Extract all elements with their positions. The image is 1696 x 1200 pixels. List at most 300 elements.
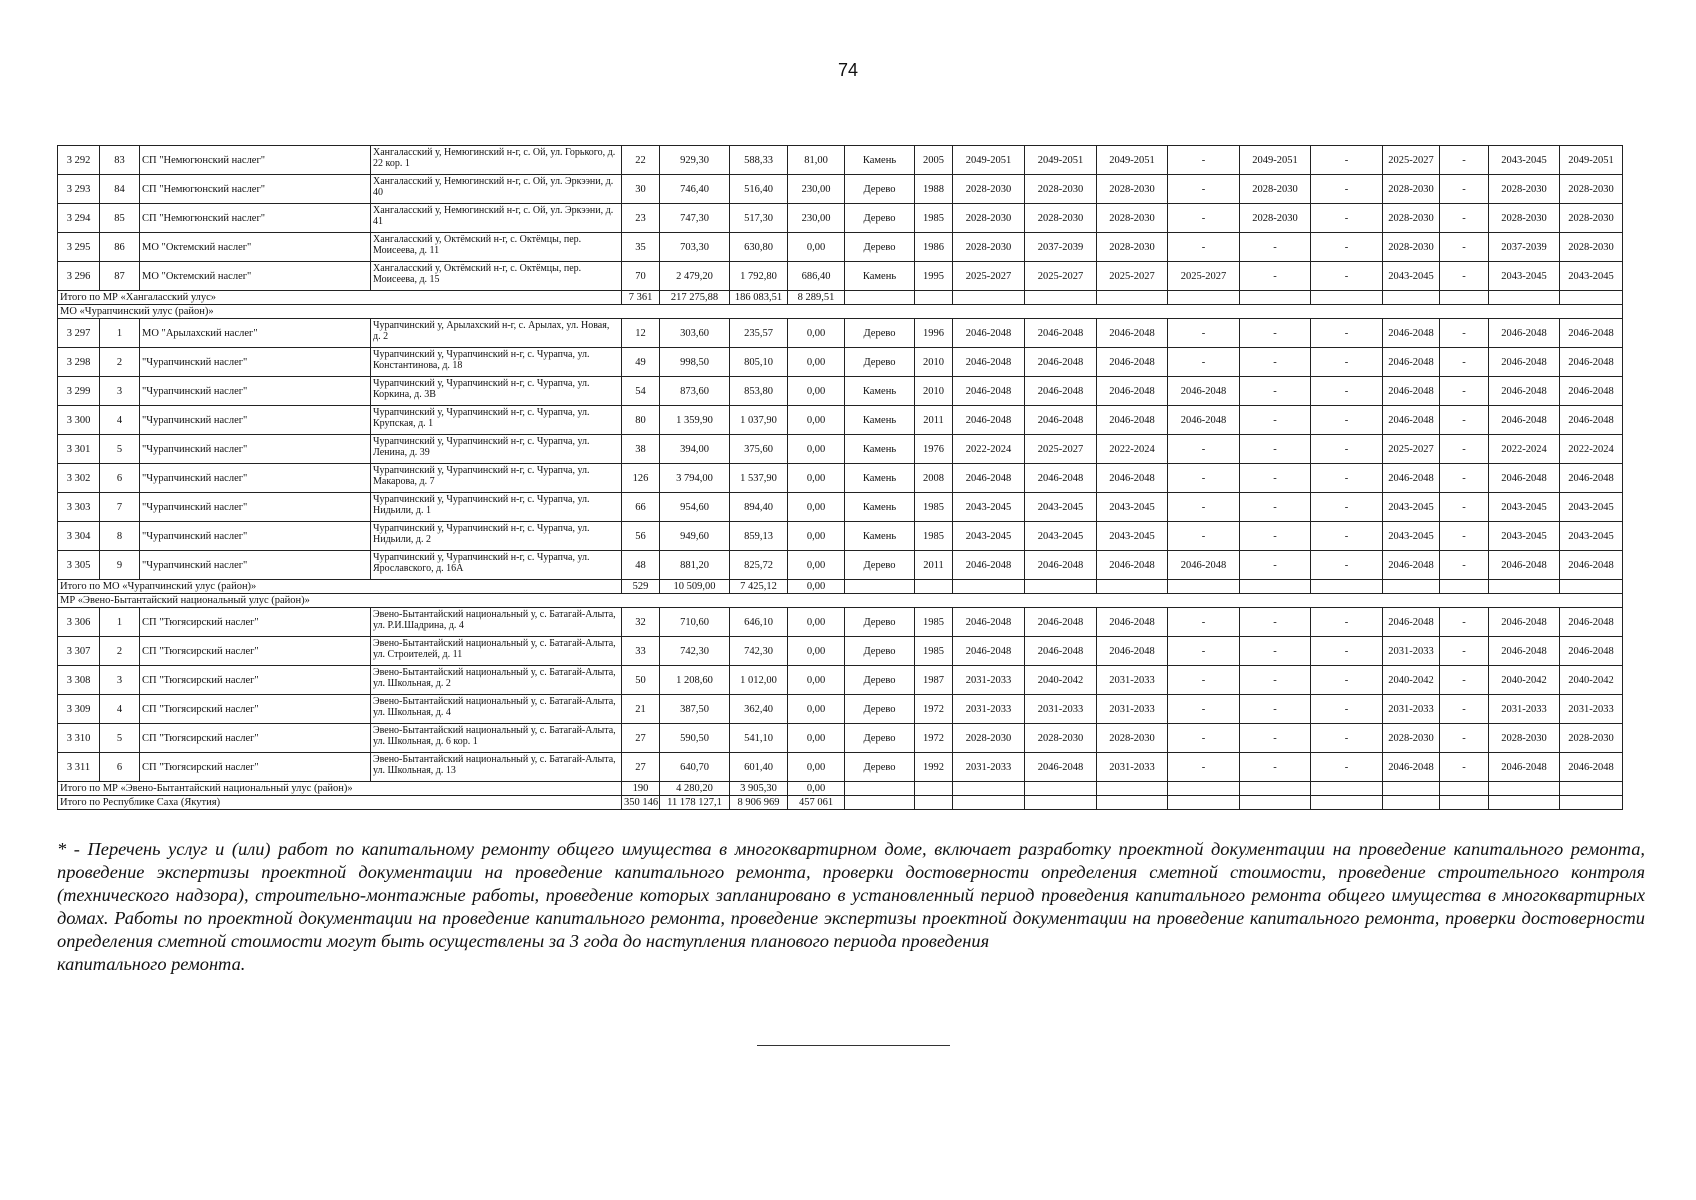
table-cell: 0,00 [788, 319, 845, 348]
table-cell: 2028-2030 [1383, 724, 1440, 753]
total-value: 7 425,12 [730, 580, 788, 594]
table-cell: - [1440, 233, 1489, 262]
page-number: 74 [837, 60, 859, 80]
table-cell: - [1240, 435, 1311, 464]
table-cell: 2046-2048 [1097, 608, 1168, 637]
table-cell: 27 [622, 724, 660, 753]
empty-cell [1440, 782, 1489, 796]
table-cell: 2010 [915, 348, 953, 377]
table-cell: 48 [622, 551, 660, 580]
empty-cell [845, 782, 915, 796]
empty-cell [1440, 796, 1489, 810]
table-cell: - [1311, 753, 1383, 782]
table-cell: Дерево [845, 608, 915, 637]
table-cell: 894,40 [730, 493, 788, 522]
table-cell: 601,40 [730, 753, 788, 782]
table-row [58, 406, 1623, 435]
table-cell: 3 305 [58, 551, 100, 580]
table-cell: 2011 [915, 551, 953, 580]
table-cell: - [1440, 348, 1489, 377]
table-cell: Дерево [845, 753, 915, 782]
table-cell: 2046-2048 [1383, 406, 1440, 435]
total-row [58, 796, 1623, 810]
table-cell: - [1168, 204, 1240, 233]
table-cell: - [1240, 262, 1311, 291]
empty-cell [1383, 782, 1440, 796]
table-cell: 703,30 [660, 233, 730, 262]
table-cell: 2046-2048 [1489, 319, 1560, 348]
table-cell: "Чурапчинский наслег" [140, 551, 371, 580]
table-cell: Чурапчинский у, Чурапчинский н-г, с. Чурапча, ул. Крупская, д. 1 [371, 406, 622, 435]
table-cell: "Чурапчинский наслег" [140, 493, 371, 522]
table-cell: 2025-2027 [1168, 262, 1240, 291]
table-cell: 2040-2042 [1489, 666, 1560, 695]
table-row [58, 146, 1623, 175]
table-cell: 303,60 [660, 319, 730, 348]
table-cell: Эвено-Бытантайский национальный у, с. Батагай-Алыта, ул. Школьная, д. 6 кор. 1 [371, 724, 622, 753]
table-cell: - [1240, 724, 1311, 753]
table-cell: 2046-2048 [1560, 753, 1623, 782]
table-cell: 2046-2048 [1025, 406, 1097, 435]
table-cell: - [1311, 666, 1383, 695]
table-cell: - [1168, 608, 1240, 637]
total-value: 217 275,88 [660, 291, 730, 305]
total-value: 0,00 [788, 580, 845, 594]
table-cell: 2046-2048 [1560, 608, 1623, 637]
table-cell: 2046-2048 [1489, 551, 1560, 580]
table-cell: 3 295 [58, 233, 100, 262]
table-cell: - [1440, 204, 1489, 233]
table-cell: 1992 [915, 753, 953, 782]
table-cell: 3 310 [58, 724, 100, 753]
table-cell: - [1168, 724, 1240, 753]
table-cell: - [1240, 637, 1311, 666]
table-cell: 2028-2030 [1097, 204, 1168, 233]
table-cell: 3 309 [58, 695, 100, 724]
table-cell: 2028-2030 [1383, 175, 1440, 204]
table-cell: Дерево [845, 233, 915, 262]
table-cell: 0,00 [788, 406, 845, 435]
table-cell: 747,30 [660, 204, 730, 233]
table-cell: - [1311, 493, 1383, 522]
table-cell: 2022-2024 [953, 435, 1025, 464]
empty-cell [1440, 580, 1489, 594]
table-cell: 2046-2048 [1097, 551, 1168, 580]
table-cell: - [1311, 464, 1383, 493]
empty-cell [1168, 782, 1240, 796]
table-cell: 4 [100, 406, 140, 435]
footnote-tail: капитального ремонта. [57, 954, 246, 974]
table-cell: 1 537,90 [730, 464, 788, 493]
table-cell: 5 [100, 435, 140, 464]
total-value: 350 146 [622, 796, 660, 810]
table-cell: 2043-2045 [1025, 493, 1097, 522]
table-cell: 3 297 [58, 319, 100, 348]
table-cell: 2046-2048 [1168, 377, 1240, 406]
table-cell: - [1440, 637, 1489, 666]
table-cell: 3 293 [58, 175, 100, 204]
footnote-body: * - Перечень услуг и (или) работ по капитальному ремонту общего имущества в многоквартирном доме, включает разработку проектной документации на проведение капитального ремонта, проведение экспертизы проектной документации на проведение капитального ремонта, проверки достоверности определения сметной стоимости, проведение строительного контроля (технического надзора), строительно-монтажные работы, проведение которых запланировано в установленный период проведения капитального ремонта общего имущества в многоквартирных домах. Работы по проектной документации на проведение капитального ремонта, проведение экспертизы проектной документации на проведение капитального ремонта, проверки достоверности определения сметной стоимости могут быть осуществлены за 3 года до наступления планового периода проведения [57, 839, 1645, 951]
table-cell: Камень [845, 493, 915, 522]
empty-cell [1489, 796, 1560, 810]
table-cell: 2046-2048 [1097, 348, 1168, 377]
empty-cell [1168, 291, 1240, 305]
table-cell: 32 [622, 608, 660, 637]
table-cell: 2043-2045 [1489, 493, 1560, 522]
table-cell: 2028-2030 [1560, 724, 1623, 753]
table-cell: Эвено-Бытантайский национальный у, с. Батагай-Алыта, ул. Строителей, д. 11 [371, 637, 622, 666]
table-cell: Хангаласский у, Немюгинский н-г, с. Ой, ул. Эркээни, д. 41 [371, 204, 622, 233]
table-cell: 3 [100, 377, 140, 406]
empty-cell [1311, 796, 1383, 810]
empty-cell [1025, 782, 1097, 796]
table-cell: 2046-2048 [1560, 348, 1623, 377]
table-cell: 2025-2027 [1025, 262, 1097, 291]
footnote [57, 838, 1645, 976]
table-cell: 2046-2048 [1489, 406, 1560, 435]
empty-cell [845, 291, 915, 305]
table-cell: 2043-2045 [1560, 262, 1623, 291]
total-value: 190 [622, 782, 660, 796]
table-cell: - [1440, 493, 1489, 522]
table-cell: 1972 [915, 695, 953, 724]
table-cell: Чурапчинский у, Чурапчинский н-г, с. Чурапча, ул. Ярославского, д. 16А [371, 551, 622, 580]
table-cell: Эвено-Бытантайский национальный у, с. Батагай-Алыта, ул. Школьная, д. 2 [371, 666, 622, 695]
table-cell: Дерево [845, 666, 915, 695]
empty-cell [1311, 291, 1383, 305]
table-cell: 2043-2045 [953, 493, 1025, 522]
table-cell: 0,00 [788, 377, 845, 406]
table-cell: 3 308 [58, 666, 100, 695]
table-cell: - [1168, 319, 1240, 348]
table-row [58, 493, 1623, 522]
empty-cell [915, 580, 953, 594]
table-row [58, 319, 1623, 348]
table-row [58, 608, 1623, 637]
table-cell: 2046-2048 [1168, 551, 1240, 580]
table-cell: 2028-2030 [1097, 175, 1168, 204]
table-cell: "Чурапчинский наслег" [140, 435, 371, 464]
table-cell: 998,50 [660, 348, 730, 377]
table-cell: 3 304 [58, 522, 100, 551]
table-cell: 3 301 [58, 435, 100, 464]
table-row [58, 753, 1623, 782]
table-row [58, 666, 1623, 695]
table-cell: - [1240, 522, 1311, 551]
table-cell: 2037-2039 [1489, 233, 1560, 262]
table-cell: 1986 [915, 233, 953, 262]
table-row [58, 522, 1623, 551]
empty-cell [1440, 291, 1489, 305]
empty-cell [1025, 580, 1097, 594]
empty-cell [1383, 796, 1440, 810]
table-cell: СП "Тюгясирский наслег" [140, 608, 371, 637]
table-cell: 2046-2048 [1383, 608, 1440, 637]
table-row [58, 724, 1623, 753]
table-cell: 2031-2033 [1097, 666, 1168, 695]
table-cell: 2010 [915, 377, 953, 406]
table-cell: 33 [622, 637, 660, 666]
table-cell: - [1168, 233, 1240, 262]
table-cell: 0,00 [788, 666, 845, 695]
table-cell: 1987 [915, 666, 953, 695]
total-label: Итого по МО «Чурапчинский улус (район)» [58, 580, 622, 594]
table-cell: 2022-2024 [1097, 435, 1168, 464]
table-cell: 2028-2030 [1560, 233, 1623, 262]
table-cell: 66 [622, 493, 660, 522]
footnote-separator-line [757, 1045, 950, 1046]
table-cell: Эвено-Бытантайский национальный у, с. Батагай-Алыта, ул. Школьная, д. 4 [371, 695, 622, 724]
table-cell: 646,10 [730, 608, 788, 637]
table-cell: МО "Октемский наслег" [140, 262, 371, 291]
table-cell: 2049-2051 [953, 146, 1025, 175]
table-cell: 30 [622, 175, 660, 204]
table-cell: 387,50 [660, 695, 730, 724]
total-row [58, 782, 1623, 796]
table-cell: Дерево [845, 695, 915, 724]
table-cell: 2028-2030 [1025, 724, 1097, 753]
table-cell: 2046-2048 [1025, 551, 1097, 580]
table-cell: 2022-2024 [1489, 435, 1560, 464]
table-cell: 0,00 [788, 233, 845, 262]
total-value: 3 905,30 [730, 782, 788, 796]
table-cell: - [1240, 608, 1311, 637]
table-cell: 2028-2030 [1489, 204, 1560, 233]
table-cell: 3 300 [58, 406, 100, 435]
table-cell: - [1440, 666, 1489, 695]
table-cell: 2043-2045 [1383, 262, 1440, 291]
table-cell: 929,30 [660, 146, 730, 175]
table-cell: 2025-2027 [1025, 435, 1097, 464]
table-cell: - [1311, 695, 1383, 724]
table-cell: 80 [622, 406, 660, 435]
total-value: 11 178 127,1 [660, 796, 730, 810]
table-cell: Дерево [845, 319, 915, 348]
table-cell: МО "Арылахский наслег" [140, 319, 371, 348]
empty-cell [953, 291, 1025, 305]
table-cell: СП "Немюгюнский наслег" [140, 146, 371, 175]
table-row [58, 435, 1623, 464]
total-value: 0,00 [788, 782, 845, 796]
table-cell: 859,13 [730, 522, 788, 551]
table-row [58, 175, 1623, 204]
table-cell: 2011 [915, 406, 953, 435]
table-cell: - [1311, 724, 1383, 753]
table-row [58, 233, 1623, 262]
table-cell: 1985 [915, 637, 953, 666]
table-cell: 2 [100, 348, 140, 377]
table-cell: 2031-2033 [1025, 695, 1097, 724]
table-cell: - [1440, 406, 1489, 435]
table-cell: 2005 [915, 146, 953, 175]
table-cell: 805,10 [730, 348, 788, 377]
table-cell: 3 [100, 666, 140, 695]
table-cell: 2046-2048 [1560, 551, 1623, 580]
table-cell: 2046-2048 [1383, 377, 1440, 406]
table-cell: 2025-2027 [1383, 146, 1440, 175]
table-cell: 230,00 [788, 175, 845, 204]
empty-cell [1240, 796, 1311, 810]
table-cell: "Чурапчинский наслег" [140, 348, 371, 377]
table-cell: 2049-2051 [1025, 146, 1097, 175]
table-cell: 1985 [915, 204, 953, 233]
table-cell: 2043-2045 [1560, 522, 1623, 551]
table-cell: 640,70 [660, 753, 730, 782]
table-cell: Хангаласский у, Немюгинский н-г, с. Ой, ул. Горького, д. 22 кор. 1 [371, 146, 622, 175]
table-cell: 3 794,00 [660, 464, 730, 493]
table-cell: 2046-2048 [953, 406, 1025, 435]
table-cell: 541,10 [730, 724, 788, 753]
table-cell: 2028-2030 [953, 175, 1025, 204]
table-cell: 12 [622, 319, 660, 348]
empty-cell [1240, 782, 1311, 796]
table-cell: 394,00 [660, 435, 730, 464]
table-cell: 7 [100, 493, 140, 522]
table-body [58, 146, 1623, 810]
table-cell: 0,00 [788, 522, 845, 551]
table-cell: 630,80 [730, 233, 788, 262]
table-cell: СП "Немюгюнский наслег" [140, 175, 371, 204]
table-cell: 2043-2045 [1383, 522, 1440, 551]
table-cell: 8 [100, 522, 140, 551]
table-cell: 2046-2048 [953, 319, 1025, 348]
table-cell: 1 [100, 608, 140, 637]
table-cell: "Чурапчинский наслег" [140, 377, 371, 406]
table-cell: 3 307 [58, 637, 100, 666]
table-cell: 2 479,20 [660, 262, 730, 291]
table-cell: 1 037,90 [730, 406, 788, 435]
table-cell: 2025-2027 [953, 262, 1025, 291]
table-row [58, 551, 1623, 580]
table-cell: 2028-2030 [953, 204, 1025, 233]
table-cell: 3 303 [58, 493, 100, 522]
table-cell: 2046-2048 [953, 377, 1025, 406]
total-row [58, 580, 1623, 594]
table-cell: 2046-2048 [1489, 377, 1560, 406]
empty-cell [1383, 291, 1440, 305]
table-cell: 2046-2048 [1097, 637, 1168, 666]
table-cell: 1 [100, 319, 140, 348]
table-cell: - [1240, 753, 1311, 782]
table-cell: 742,30 [660, 637, 730, 666]
empty-cell [1489, 580, 1560, 594]
table-cell: 2046-2048 [1097, 377, 1168, 406]
total-label: Итого по МР «Эвено-Бытантайский национальный улус (район)» [58, 782, 622, 796]
table-cell: 2043-2045 [1025, 522, 1097, 551]
table-cell: - [1311, 146, 1383, 175]
table-cell: Чурапчинский у, Арылахский н-г, с. Арылах, ул. Новая, д. 2 [371, 319, 622, 348]
table-cell: 3 292 [58, 146, 100, 175]
table-row [58, 464, 1623, 493]
table-cell: Эвено-Бытантайский национальный у, с. Батагай-Алыта, ул. Р.И.Шадрина, д. 4 [371, 608, 622, 637]
table-cell: СП "Тюгясирский наслег" [140, 666, 371, 695]
table-cell: 1 359,90 [660, 406, 730, 435]
table-cell: 2046-2048 [1097, 406, 1168, 435]
table-cell: - [1311, 522, 1383, 551]
table-cell: 1996 [915, 319, 953, 348]
table-cell: Дерево [845, 551, 915, 580]
table-cell: 588,33 [730, 146, 788, 175]
table-cell: - [1311, 348, 1383, 377]
empty-cell [1097, 580, 1168, 594]
table-cell: - [1440, 522, 1489, 551]
table-cell: - [1168, 435, 1240, 464]
table-cell: 21 [622, 695, 660, 724]
table-cell: - [1311, 406, 1383, 435]
table-cell: 2028-2030 [1383, 204, 1440, 233]
table-row [58, 695, 1623, 724]
table-cell: 54 [622, 377, 660, 406]
table-cell: Чурапчинский у, Чурапчинский н-г, с. Чурапча, ул. Коркина, д. 3В [371, 377, 622, 406]
table-cell: Чурапчинский у, Чурапчинский н-г, с. Чурапча, ул. Макарова, д. 7 [371, 464, 622, 493]
table-cell: "Чурапчинский наслег" [140, 406, 371, 435]
table-cell: 81,00 [788, 146, 845, 175]
table-row [58, 348, 1623, 377]
table-cell: 2040-2042 [1025, 666, 1097, 695]
table-cell: 6 [100, 464, 140, 493]
table-cell: - [1240, 464, 1311, 493]
table-cell: Дерево [845, 637, 915, 666]
table-cell: 825,72 [730, 551, 788, 580]
table-cell: 3 306 [58, 608, 100, 637]
table-cell: СП "Тюгясирский наслег" [140, 753, 371, 782]
table-cell: 873,60 [660, 377, 730, 406]
table-cell: 2046-2048 [953, 637, 1025, 666]
group-label: МР «Эвено-Бытантайский национальный улус (район)» [58, 594, 1623, 608]
table-cell: 2046-2048 [1560, 319, 1623, 348]
table-cell: 235,57 [730, 319, 788, 348]
table-cell: 2046-2048 [1168, 406, 1240, 435]
table-cell: 86 [100, 233, 140, 262]
table-cell: - [1240, 666, 1311, 695]
table-cell: 949,60 [660, 522, 730, 551]
table-cell: 2046-2048 [1383, 753, 1440, 782]
table-cell: 2025-2027 [1097, 262, 1168, 291]
table-cell: 38 [622, 435, 660, 464]
table-cell: 3 311 [58, 753, 100, 782]
table-cell: 2031-2033 [1383, 695, 1440, 724]
table-cell: Хангаласский у, Октёмский н-г, с. Октёмцы, пер. Моисеева, д. 15 [371, 262, 622, 291]
empty-cell [1025, 291, 1097, 305]
total-value: 186 083,51 [730, 291, 788, 305]
table-cell: 2043-2045 [1383, 493, 1440, 522]
empty-cell [1240, 291, 1311, 305]
empty-cell [953, 580, 1025, 594]
empty-cell [915, 796, 953, 810]
table-cell: 2046-2048 [1097, 464, 1168, 493]
table-cell: 22 [622, 146, 660, 175]
table-cell: 1 012,00 [730, 666, 788, 695]
table-cell: 87 [100, 262, 140, 291]
table-cell: Дерево [845, 348, 915, 377]
table-cell: 1 208,60 [660, 666, 730, 695]
table-cell: 2046-2048 [1489, 637, 1560, 666]
table-cell: 2031-2033 [1489, 695, 1560, 724]
table-cell: - [1440, 695, 1489, 724]
table-cell: 2043-2045 [1489, 146, 1560, 175]
empty-cell [915, 782, 953, 796]
table-cell: - [1240, 695, 1311, 724]
table-cell: 2043-2045 [1560, 493, 1623, 522]
table-cell: 50 [622, 666, 660, 695]
table-cell: 2031-2033 [953, 695, 1025, 724]
table-cell: 4 [100, 695, 140, 724]
table-cell: 2049-2051 [1240, 146, 1311, 175]
table-cell: 2046-2048 [953, 464, 1025, 493]
table-cell: 2028-2030 [1560, 204, 1623, 233]
table-cell: СП "Тюгясирский наслег" [140, 724, 371, 753]
table-cell: 3 294 [58, 204, 100, 233]
